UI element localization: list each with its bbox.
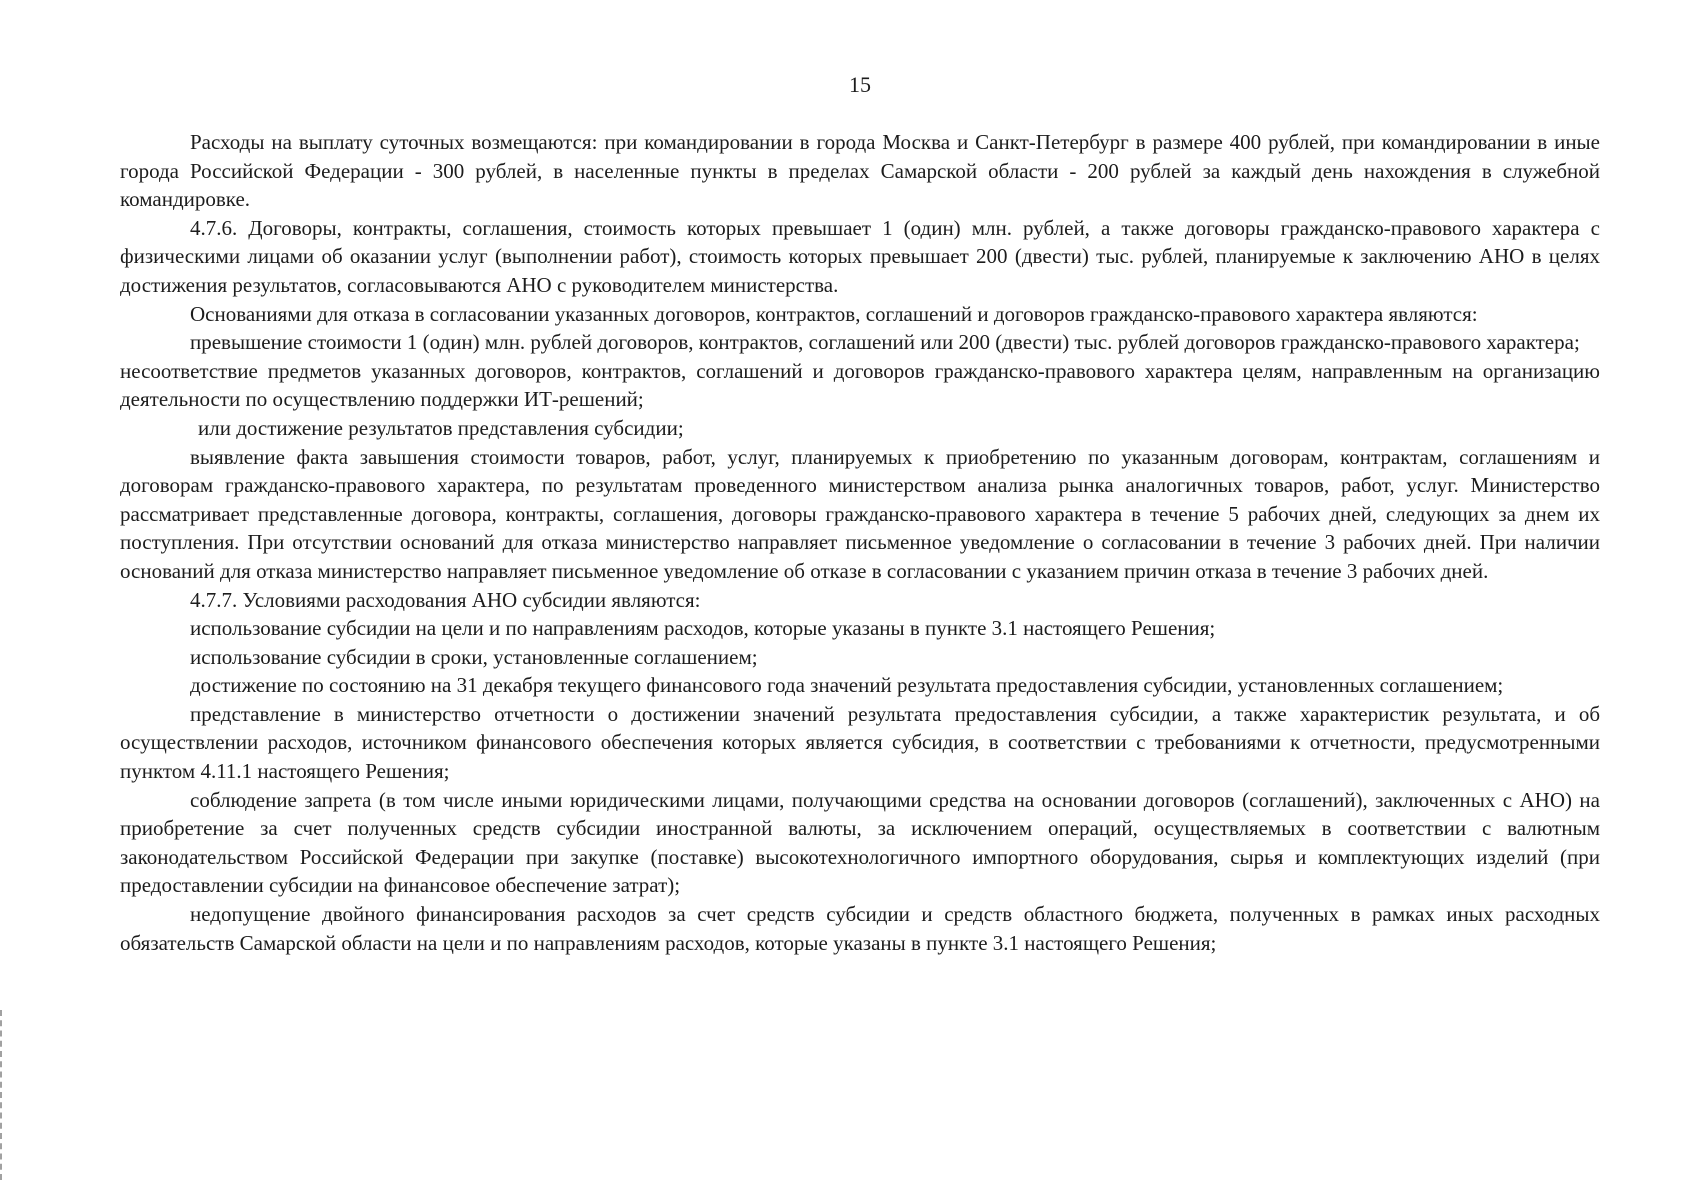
paragraph-result-values: достижение по состоянию на 31 декабря текущего финансового года значений результата предоставления субсидии, установленных соглашением; — [190, 673, 1504, 698]
paragraph-overpricing: выявление факта завышения стоимости товаров, работ, услуг, планируемых к приобретению по указанным договорам, контрактам, соглашениям и договорам гражданско-правового характера, по результатам проведенного министерством анализа рынка аналогичных товаров, работ, услуг. Министерство рассматривает представленные договора, контракты, соглашения, договоры гражданско-правового характера в течение 5 рабочих дней, следующих за днем их поступления. При отсутствии оснований для отказа министерство направляет письменное уведомление о согласовании в течение 3 рабочих дней. При наличии оснований для отказа министерство направляет письменное уведомление об отказе в согласовании с указанием причин отказа в течение 3 рабочих дней. — [120, 444, 1600, 583]
paragraph-nonconformity: несоответствие предметов указанных договоров, контрактов, соглашений и договоров гражданско-правового характера целям, направленным на организацию деятельности по осуществлению поддержки ИТ-решений; — [120, 358, 1600, 412]
paragraph-cost-excess: превышение стоимости 1 (один) млн. рублей договоров, контрактов, соглашений или 200 (двести) тыс. рублей договоров гражданско-правового характера; — [190, 330, 1580, 355]
scan-edge-marks — [0, 1010, 6, 1180]
paragraph-subsidy-purpose: использование субсидии на цели и по направлениям расходов, которые указаны в пункте 3.1 настоящего Решения; — [190, 616, 1216, 641]
paragraph-subsidy-terms: использование субсидии в сроки, установленные соглашением; — [190, 644, 758, 669]
paragraph-double-financing: недопущение двойного финансирования расходов за счет средств субсидии и средств областного бюджета, полученных в рамках иных расходных обязательств Самарской области на цели и по направлениям расходов, которые указаны в пункте 3.1 настоящего Решения; — [120, 902, 1600, 955]
paragraph-4-7-7: 4.7.7. Условиями расходования АНО субсидии являются: — [190, 587, 701, 612]
paragraph-per-diem: Расходы на выплату суточных возмещаются: при командировании в города Москва и Санкт-Петербург в размере 400 рублей, при командировании в иные города Российской Федерации - 300 рублей, в населенные пункты в пределах Самарской области - 200 рублей за каждый день нахождения в служебной командировке. — [120, 130, 1600, 212]
page-number: 15 — [849, 72, 871, 97]
paragraph-refusal-grounds: Основаниями для отказа в согласовании указанных договоров, контрактов, соглашений и договоров гражданско-правового характера являются: — [190, 301, 1478, 326]
paragraph-results-achievement: или достижение результатов представления субсидии; — [198, 415, 684, 440]
paragraph-reporting: представление в министерство отчетности о достижении значений результата предоставления субсидии, а также характеристик результата, и об осуществлении расходов, источником финансового обеспечения которых является субсидия, в соответствии с требованиями к отчетности, предусмотренными пунктом 4.11.1 настоящего Решения; — [120, 701, 1600, 784]
paragraph-4-7-6: 4.7.6. Договоры, контракты, соглашения, стоимость которых превышает 1 (один) млн. рублей, а также договоры гражданско-правового характера с физическими лицами об оказании услуг (выполнении работ), стоимость которых превышает 200 (двести) тыс. рублей, планируемые к заключению АНО в целях достижения результатов, согласовываются АНО с руководителем министерства. — [120, 215, 1600, 297]
paragraph-currency-ban: соблюдение запрета (в том числе иными юридическими лицами, получающими средства на основании договоров (соглашений), заключенных с АНО) на приобретение за счет полученных средств субсидии иностранной валюты, за исключением операций, осуществляемых в соответствии с валютным законодательством Российской Федерации при закупке (поставке) высокотехнологичного импортного оборудования, сырья и комплектующих изделий (при предоставлении субсидии на финансовое обеспечение затрат); — [120, 787, 1600, 898]
document-body — [120, 128, 1600, 957]
